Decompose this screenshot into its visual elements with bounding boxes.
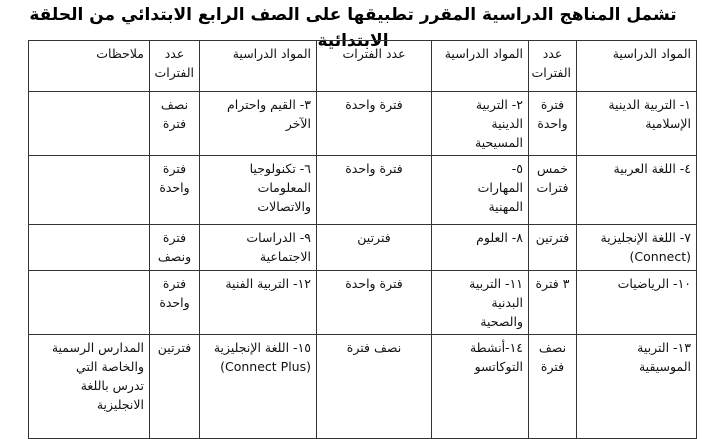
header-row	[29, 41, 697, 92]
header-cell: المواد الدراسية	[200, 41, 317, 92]
periods-cell: فترة واحدة	[317, 156, 432, 225]
periods-cell: فترتين	[317, 225, 432, 271]
notes-cell	[29, 92, 150, 156]
subject-cell: ١١- التربية البدنية والصحية	[432, 271, 529, 335]
header-cell: المواد الدراسية	[577, 41, 697, 92]
subject-cell: ٥- المهارات المهنية	[432, 156, 529, 225]
header-cell: عدد الفترات	[317, 41, 432, 92]
subject-cell: ١٤-أنشطة التوكاتسو	[432, 335, 529, 439]
header-cell: ملاحظات	[29, 41, 150, 92]
periods-cell: فترتين	[150, 335, 200, 439]
table-row	[29, 335, 697, 439]
periods-cell: ٣ فترة	[529, 271, 577, 335]
header-cell: عدد الفترات	[150, 41, 200, 92]
subject-cell: ٣- القيم واحترام الآخر	[200, 92, 317, 156]
periods-cell: فترة ونصف	[150, 225, 200, 271]
subject-cell: ٨- العلوم	[432, 225, 529, 271]
subject-cell: ١٥- اللغة الإنجليزية (Connect Plus)	[200, 335, 317, 439]
periods-cell: فترتين	[529, 225, 577, 271]
table-row	[29, 156, 697, 225]
header-cell: المواد الدراسية	[432, 41, 529, 92]
table-row	[29, 92, 697, 156]
notes-cell	[29, 156, 150, 225]
subject-cell: ١٣- التربية الموسيقية	[577, 335, 697, 439]
periods-cell: خمس فترات	[529, 156, 577, 225]
subject-cell: ٦- تكنولوجيا المعلومات والاتصالات	[200, 156, 317, 225]
document-title: تشمل المناهج الدراسية المقرر تطبيقها على الصف الرابع الابتدائي من الحلقة الابتدائية	[29, 5, 677, 51]
curriculum-table	[28, 40, 697, 439]
table-row	[29, 225, 697, 271]
periods-cell: فترة واحدة	[529, 92, 577, 156]
notes-cell: المدارس الرسمية والخاصة التي تدرس باللغة الانجليزية	[29, 335, 150, 439]
periods-cell: نصف فترة	[150, 92, 200, 156]
subject-cell: ٧- اللغة الإنجليزية (Connect)	[577, 225, 697, 271]
notes-cell	[29, 271, 150, 335]
periods-cell: فترة واحدة	[150, 271, 200, 335]
subject-cell: ٢- التربية الدينية المسيحية	[432, 92, 529, 156]
subject-cell: ٤- اللغة العربية	[577, 156, 697, 225]
subject-cell: ٩- الدراسات الاجتماعية	[200, 225, 317, 271]
periods-cell: فترة واحدة	[317, 92, 432, 156]
table-row	[29, 271, 697, 335]
subject-cell: ١- التربية الدينية الإسلامية	[577, 92, 697, 156]
periods-cell: فترة واحدة	[317, 271, 432, 335]
periods-cell: نصف فترة	[317, 335, 432, 439]
header-cell: عدد الفترات	[529, 41, 577, 92]
subject-cell: ١٠- الرياضيات	[577, 271, 697, 335]
notes-cell	[29, 225, 150, 271]
periods-cell: فترة واحدة	[150, 156, 200, 225]
subject-cell: ١٢- التربية الفنية	[200, 271, 317, 335]
periods-cell: نصف فترة	[529, 335, 577, 439]
